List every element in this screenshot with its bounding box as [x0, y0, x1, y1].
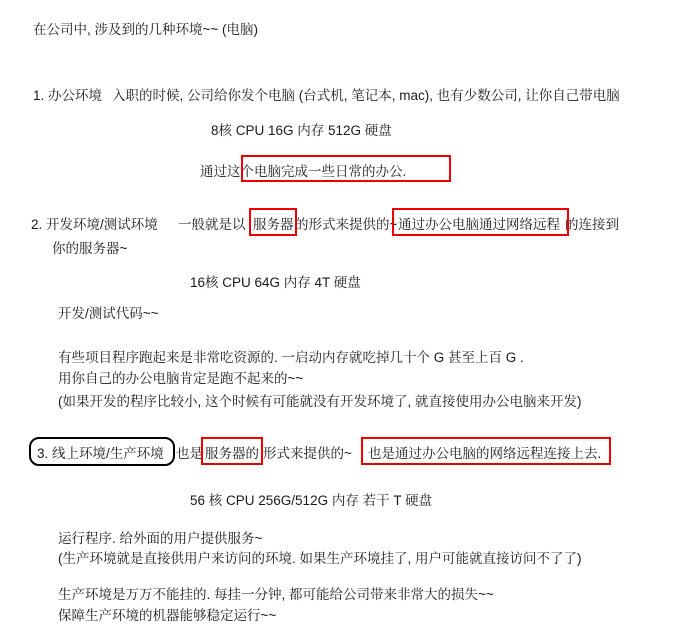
section-3-note4: 保障生产环境的机器能够稳定运行~~ [58, 608, 277, 623]
section-1-heading: 1. 办公环境 [33, 88, 103, 103]
section-2-heading: 2. 开发环境/测试环境 [31, 217, 158, 232]
section-2-note2: 有些项目程序跑起来是非常吃资源的. 一启动内存就吃掉几十个 G 甚至上百 G . [58, 350, 524, 365]
section-3-line1-a: 也是 [176, 446, 203, 461]
section-3-spec: 56 核 CPU 256G/512G 内存 若干 T 硬盘 [190, 493, 433, 508]
section-2-note3: 用你自己的办公电脑肯定是跑不起来的~~ [58, 371, 304, 386]
section-2-note4: (如果开发的程序比较小, 这个时候有可能就没有开发环境了, 就直接使用办公电脑来开发) [58, 394, 582, 409]
section-3-note3: 生产环境是万万不能挂的. 每挂一分钟, 都可能给公司带来非常大的损失~~ [58, 587, 494, 602]
section-3-note1: 运行程序. 给外面的用户提供服务~ [58, 531, 263, 546]
section-1-note: 通过这个电脑完成一些日常的办公. [200, 164, 407, 179]
section-2-line1-d: 通过办公电脑通过网络远程 [398, 217, 560, 232]
section-2-note1: 开发/测试代码~~ [58, 306, 159, 321]
section-3-heading: 3. 线上环境/生产环境 [37, 446, 164, 461]
section-1-line1: 入职的时候, 公司给你发个电脑 (台式机, 笔记本, mac), 也有少数公司, 让你自己带电脑 [112, 88, 620, 103]
section-2-line2: 你的服务器~ [52, 241, 128, 256]
section-3-line1-b: 服务器的 [205, 446, 259, 461]
section-3-line1-c: 形式来提供的~ [263, 446, 352, 461]
section-2-spec: 16核 CPU 64G 内存 4T 硬盘 [190, 275, 361, 290]
document-title: 在公司中, 涉及到的几种环境~~ (电脑) [33, 22, 259, 37]
section-2-line1-b: 服务器 [253, 217, 294, 232]
section-2-line1-e: 的连接到 [565, 217, 619, 232]
section-2-line1-c: 的形式来提供的~ [295, 217, 398, 232]
section-3-line1-d: 也是通过办公电脑的网络远程连接上去. [368, 446, 602, 461]
section-3-note2: (生产环境就是直接供用户来访问的环境. 如果生产环境挂了, 用户可能就直接访问不了了) [58, 551, 582, 566]
section-2-line1-a: 一般就是以 [178, 217, 246, 232]
section-1-spec: 8核 CPU 16G 内存 512G 硬盘 [211, 123, 392, 138]
